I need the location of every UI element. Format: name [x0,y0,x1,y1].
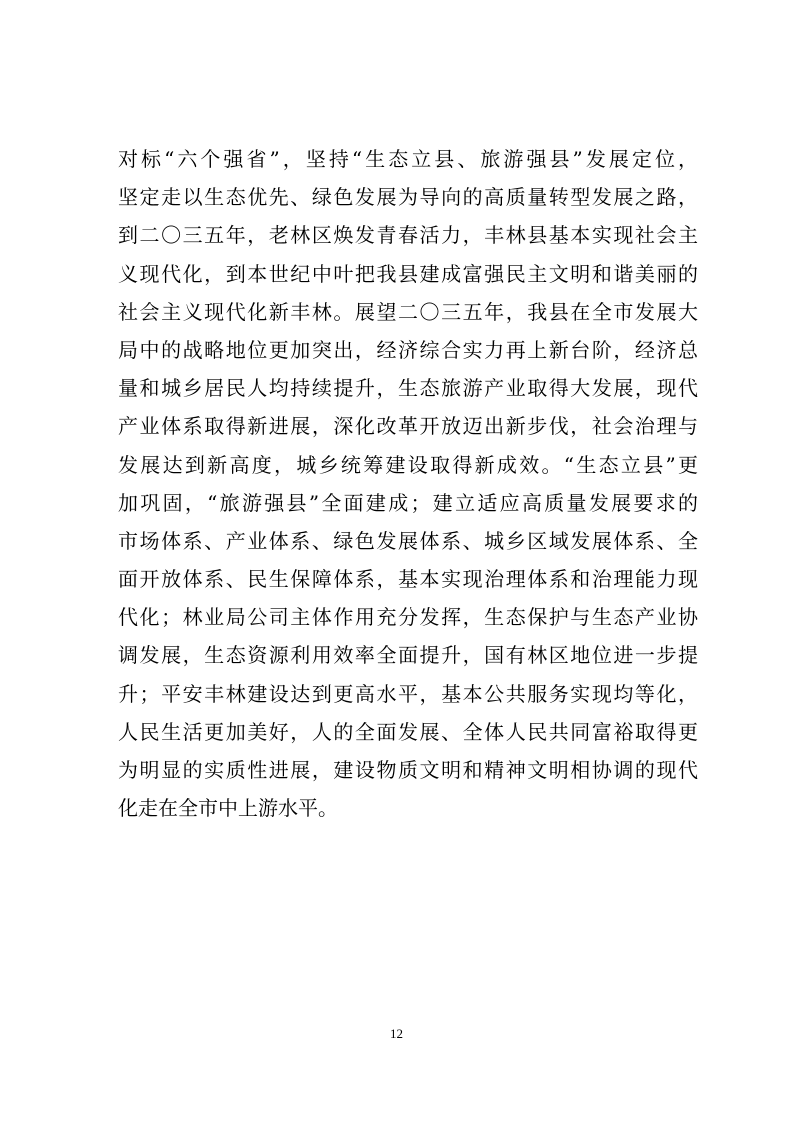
page-number: 12 [390,1026,403,1041]
text-line: 对标“六个强省”，坚持“生态立县、旅游强县”发展定位， [118,147,698,171]
text-line: 升；平安丰林建设达到更高水平，基本公共服务实现均等化， [118,681,698,706]
text-line: 义现代化，到本世纪中叶把我县建成富强民主文明和谐美丽的 [118,261,698,286]
text-line: 局中的战略地位更加突出，经济综合实力再上新台阶，经济总 [118,337,698,362]
text-line: 坚定走以生态优先、绿色发展为导向的高质量转型发展之路， [118,185,698,210]
text-line: 人民生活更加美好，人的全面发展、全体人民共同富裕取得更 [118,719,698,744]
text-line: 代化；林业局公司主体作用充分发挥，生态保护与生态产业协 [118,605,698,630]
body-paragraph [118,140,698,827]
text-line: 加巩固，“旅游强县”全面建成；建立适应高质量发展要求的 [118,490,698,515]
text-line: 到二〇三五年，老林区焕发青春活力，丰林县基本实现社会主 [118,223,698,248]
text-line: 为明显的实质性进展，建设物质文明和精神文明相协调的现代 [118,758,698,782]
text-line: 面开放体系、民生保障体系，基本实现治理体系和治理能力现 [118,567,698,592]
text-line: 量和城乡居民人均持续提升，生态旅游产业取得大发展，现代 [118,376,698,401]
text-line: 化走在全市中上游水平。 [118,796,338,821]
text-line: 社会主义现代化新丰林。展望二〇三五年，我县在全市发展大 [118,299,698,324]
text-line: 产业体系取得新进展，深化改革开放迈出新步伐，社会治理与 [118,414,698,439]
text-line: 市场体系、产业体系、绿色发展体系、城乡区域发展体系、全 [118,528,698,553]
text-line: 调发展，生态资源利用效率全面提升，国有林区地位进一步提 [118,643,698,668]
text-line: 发展达到新高度，城乡统筹建设取得新成效。“生态立县”更 [118,452,698,477]
